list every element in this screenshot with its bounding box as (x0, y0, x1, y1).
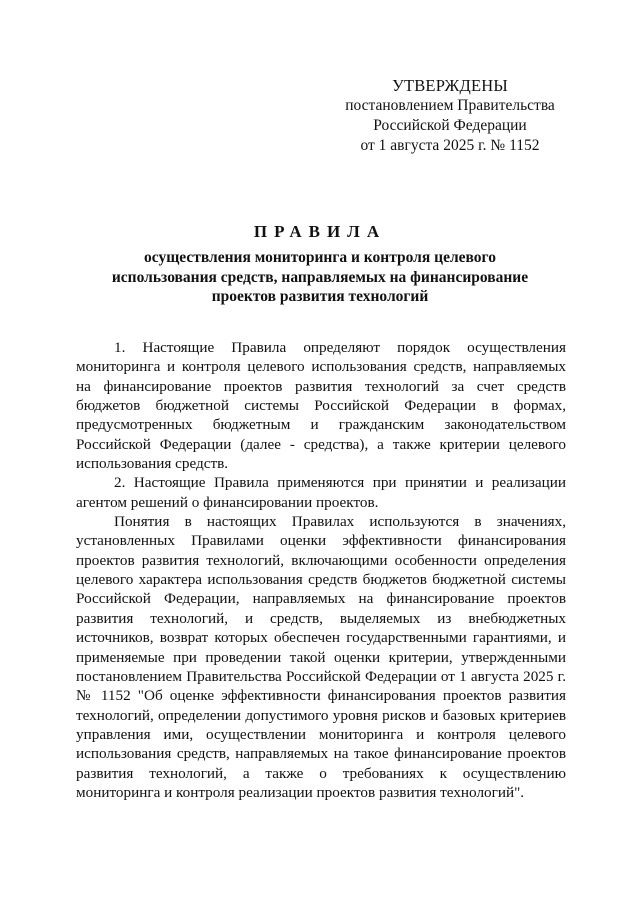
subtitle-line-1: осуществления мониторинга и контроля целевого (144, 249, 496, 266)
subtitle-line-3: проектов развития технологий (211, 288, 429, 305)
approval-line-3: от 1 августа 2025 г. № 1152 (360, 137, 540, 154)
document-subtitle (90, 248, 550, 307)
approval-line-1: постановлением Правительства (345, 97, 555, 114)
approval-block (330, 76, 570, 156)
paragraph-1: 1. Настоящие Правила определяют порядок осуществления мониторинга и контроля целевого использования средств, направляемых на финансирование проектов развития технологий за счет средств бюджетов бюджетной системы Российской Федерации в формах, предусмотренных бюджетным и гражданским законодательством Российской Федерации (далее - средства), а также критерии целевого использования средств. (76, 339, 566, 473)
approval-heading: УТВЕРЖДЕНЫ (392, 76, 508, 95)
approval-line-2: Российской Федерации (373, 117, 527, 134)
paragraph-3: Понятия в настоящих Правилах используются в значениях, установленных Правилами оценки эффективности финансирования проектов развития технологий, включающими особенности определения целевого характера использования средств бюджетов бюджетной системы Российской Федерации, направляемых на финансирование проектов развития технологий, и средств, выделяемых из внебюджетных источников, возврат которых обеспечен государственными гарантиями, и применяемые при проведении такой оценки критерии, утвержденными постановлением Правительства Российской Федерации от 1 августа 2025 г. № 1152 "Об оценке эффективности финансирования проектов развития технологий, определении допустимого уровня рисков и базовых критериев управления ими, осуществлении мониторинга и контроля целевого использования средств, направляемых на такое финансирование проектов развития технологий, а также о требованиях к осуществлению мониторинга и контроля реализации проектов развития технологий". (76, 513, 566, 801)
subtitle-line-2: использования средств, направляемых на финансирование (111, 268, 529, 286)
document-body (76, 338, 566, 802)
paragraph-2: 2. Настоящие Правила применяются при принятии и реализации агентом решений о финансировании проектов. (76, 474, 566, 511)
document-title: ПРАВИЛА (253, 222, 387, 241)
